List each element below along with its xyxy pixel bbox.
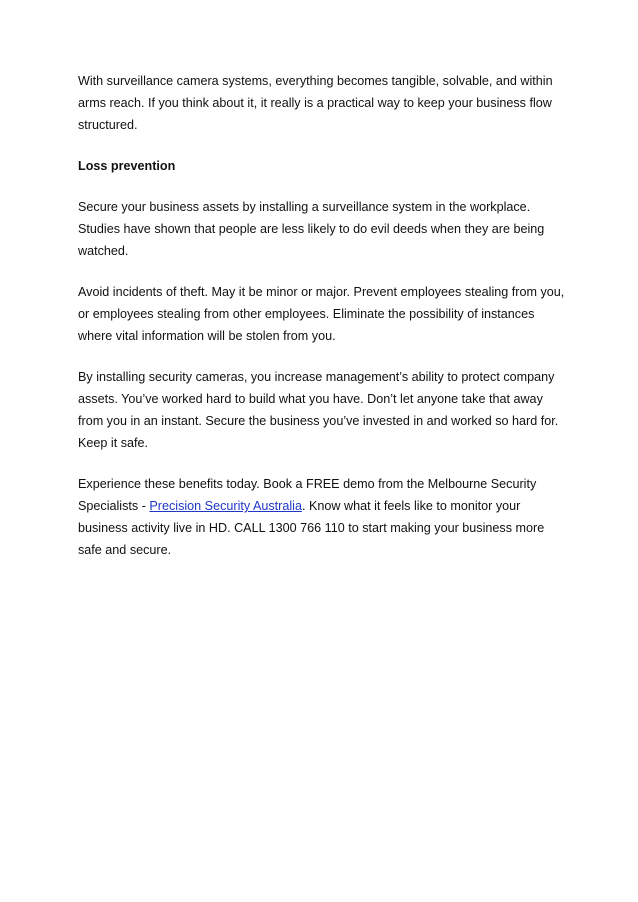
precision-security-link[interactable]: Precision Security Australia (149, 499, 302, 513)
section-heading: Loss prevention (78, 159, 176, 173)
cta-text-before: Experience these benefits today. Book a FREE demo from the Melbourne Security Specialists - (78, 477, 537, 513)
paragraph-security-cameras: By installing security cameras, you increase management’s ability to protect company assets. You’ve worked hard to build what you have. Don’t let anyone take that away from you in an instant. Secure the business you’ve invested in and worked so hard for. Keep it safe. (78, 370, 559, 450)
paragraph-avoid-theft: Avoid incidents of theft. May it be minor or major. Prevent employees stealing from you, or employees stealing from other employees. Eliminate the possibility of instances where vital information will be stolen from you. (78, 285, 565, 343)
cta-text-after: . Know what it feels like to monitor your business activity live in HD. CALL 1300 766 110 to start making your business more safe and secure. (78, 499, 545, 557)
paragraph-secure-assets: Secure your business assets by installing a surveillance system in the workplace. Studies have shown that people are less likely to do evil deeds when they are being watched. (78, 200, 545, 258)
intro-paragraph: With surveillance camera systems, everything becomes tangible, solvable, and within arms reach. If you think about it, it really is a practical way to keep your business flow structured. (78, 74, 553, 132)
document-body (78, 70, 566, 580)
cta-paragraph (78, 473, 566, 561)
